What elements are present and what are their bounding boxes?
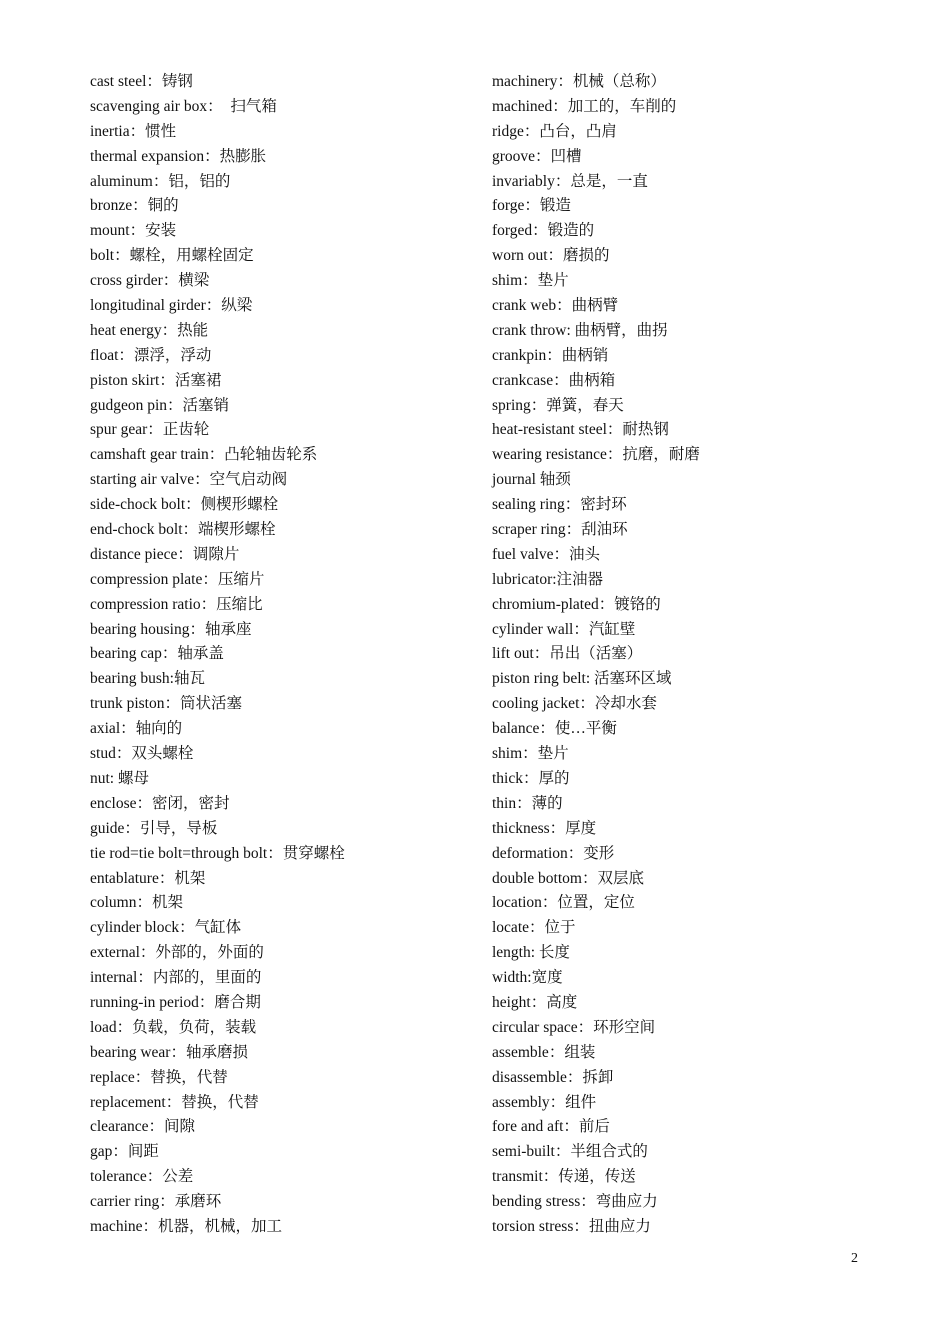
glossary-entry: stud：双头螺栓 bbox=[90, 745, 194, 763]
glossary-entry: replace：替换，代替 bbox=[90, 1068, 228, 1086]
glossary-entry: aluminum：铝，铝的 bbox=[90, 172, 231, 190]
glossary-entry: machine：机器，机械，加工 bbox=[90, 1217, 283, 1235]
glossary-entry: tie rod=tie bolt=through bolt：贯穿螺栓 bbox=[90, 844, 345, 862]
glossary-entry: bearing cap：轴承盖 bbox=[90, 645, 224, 663]
glossary-entry: forge：锻造 bbox=[492, 197, 571, 215]
glossary-entry: heat-resistant steel：耐热钢 bbox=[492, 421, 669, 439]
glossary-entry: journal 轴颈 bbox=[492, 471, 571, 489]
glossary-entry: spur gear：正齿轮 bbox=[90, 421, 210, 439]
glossary-entry: camshaft gear train：凸轮轴齿轮系 bbox=[90, 446, 318, 464]
glossary-entry: mount：安装 bbox=[90, 222, 177, 240]
glossary-entry: inertia：惯性 bbox=[90, 122, 177, 140]
glossary-entry: cooling jacket：冷却水套 bbox=[492, 695, 657, 713]
glossary-entry: longitudinal girder：纵梁 bbox=[90, 297, 253, 315]
glossary-entry: semi-built：半组合式的 bbox=[492, 1143, 648, 1161]
glossary-entry: lubricator:注油器 bbox=[492, 570, 604, 588]
glossary-entry: external：外部的，外面的 bbox=[90, 944, 264, 962]
glossary-entry: shim：垫片 bbox=[492, 272, 569, 290]
glossary-entry: location：位置，定位 bbox=[492, 894, 635, 912]
glossary-entry: trunk piston：筒状活塞 bbox=[90, 695, 242, 713]
glossary-entry: fore and aft：前后 bbox=[492, 1118, 610, 1136]
glossary-entry: starting air valve：空气启动阀 bbox=[90, 471, 288, 489]
glossary-entry: height：高度 bbox=[492, 993, 578, 1011]
glossary-entry: bearing housing：轴承座 bbox=[90, 620, 252, 638]
glossary-entry: scavenging air box： 扫气箱 bbox=[90, 97, 277, 115]
glossary-left-column bbox=[90, 70, 480, 1240]
glossary-entry: width:宽度 bbox=[492, 969, 563, 987]
glossary-entry: wearing resistance：抗磨，耐磨 bbox=[492, 446, 700, 464]
glossary-entry: clearance：间隙 bbox=[90, 1118, 195, 1136]
glossary-entry: assemble：组装 bbox=[492, 1043, 596, 1061]
glossary-entry: cylinder wall：汽缸壁 bbox=[492, 620, 636, 638]
glossary-entry: load：负载，负荷，装载 bbox=[90, 1018, 257, 1036]
glossary-entry: running-in period：磨合期 bbox=[90, 993, 261, 1011]
glossary-entry: crank throw: 曲柄臂，曲拐 bbox=[492, 321, 668, 339]
glossary-entry: ridge：凸台，凸肩 bbox=[492, 122, 617, 140]
glossary-entry: cast steel：铸钢 bbox=[90, 73, 193, 90]
glossary-entry: column：机架 bbox=[90, 894, 183, 912]
glossary-entry: forged：锻造的 bbox=[492, 222, 595, 240]
glossary-entry: locate：位于 bbox=[492, 919, 576, 937]
glossary-entry: balance：使…平衡 bbox=[492, 720, 617, 738]
glossary-entry: invariably：总是，一直 bbox=[492, 172, 648, 190]
glossary-entry: thickness：厚度 bbox=[492, 819, 597, 837]
glossary-entry: internal：内部的，里面的 bbox=[90, 969, 262, 987]
glossary-entry: piston ring belt: 活塞环区域 bbox=[492, 670, 672, 688]
glossary-entry: nut: 螺母 bbox=[90, 769, 149, 787]
glossary-entry: chromium-plated：镀铬的 bbox=[492, 595, 661, 613]
glossary-entry: guide：引导，导板 bbox=[90, 819, 218, 837]
glossary-entry: thick：厚的 bbox=[492, 769, 570, 787]
glossary-entry: axial：轴向的 bbox=[90, 720, 183, 738]
glossary-entry: scraper ring：刮油环 bbox=[492, 521, 628, 539]
glossary-entry: carrier ring：承磨环 bbox=[90, 1193, 222, 1211]
glossary-entry: circular space：环形空间 bbox=[492, 1018, 656, 1036]
glossary-entry: bolt：螺栓，用螺栓固定 bbox=[90, 247, 254, 265]
page-number: 2 bbox=[851, 1251, 858, 1266]
glossary-entry: thermal expansion：热膨胀 bbox=[90, 147, 267, 165]
glossary-entry: shim：垫片 bbox=[492, 745, 569, 763]
glossary-entry: thin：薄的 bbox=[492, 794, 563, 812]
glossary-entry: float：漂浮，浮动 bbox=[90, 346, 212, 364]
glossary-entry: machined：加工的，车削的 bbox=[492, 97, 677, 115]
glossary-entry: distance piece：调隙片 bbox=[90, 545, 240, 563]
glossary-entry: tolerance：公差 bbox=[90, 1168, 194, 1186]
glossary-right-column bbox=[492, 70, 892, 1240]
glossary-entry: torsion stress：扭曲应力 bbox=[492, 1217, 651, 1235]
glossary-entry: gap：间距 bbox=[90, 1143, 159, 1161]
glossary-entry: length: 长度 bbox=[492, 944, 570, 962]
glossary-entry: bronze：铜的 bbox=[90, 197, 179, 215]
glossary-entry: bearing wear：轴承磨损 bbox=[90, 1043, 248, 1061]
glossary-entry: deformation：变形 bbox=[492, 844, 615, 862]
glossary-entry: cross girder：横梁 bbox=[90, 272, 210, 290]
glossary-entry: entablature：机架 bbox=[90, 869, 206, 887]
glossary-entry: end-chock bolt：端楔形螺栓 bbox=[90, 521, 276, 539]
glossary-entry: bending stress：弯曲应力 bbox=[492, 1193, 658, 1211]
glossary-entry: heat energy：热能 bbox=[90, 321, 209, 339]
glossary-entry: crank web：曲柄臂 bbox=[492, 297, 619, 315]
glossary-entry: fuel valve：油头 bbox=[492, 545, 601, 563]
glossary-entry: cylinder block：气缸体 bbox=[90, 919, 242, 937]
glossary-entry: disassemble：拆卸 bbox=[492, 1068, 614, 1086]
glossary-entry: groove：凹槽 bbox=[492, 147, 582, 165]
glossary-entry: crankcase：曲柄箱 bbox=[492, 371, 616, 389]
glossary-entry: crankpin：曲柄销 bbox=[492, 346, 609, 364]
glossary-entry: replacement：替换，代替 bbox=[90, 1093, 259, 1111]
glossary-entry: lift out：吊出（活塞） bbox=[492, 645, 643, 663]
glossary-entry: compression plate：压缩片 bbox=[90, 570, 265, 588]
glossary-entry: gudgeon pin：活塞销 bbox=[90, 396, 230, 414]
glossary-entry: sealing ring：密封环 bbox=[492, 496, 627, 514]
glossary-entry: machinery：机械（总称） bbox=[492, 73, 666, 90]
glossary-entry: worn out：磨损的 bbox=[492, 247, 610, 265]
glossary-entry: transmit：传递，传送 bbox=[492, 1168, 636, 1186]
glossary-entry: double bottom：双层底 bbox=[492, 869, 644, 887]
glossary-entry: spring：弹簧，春天 bbox=[492, 396, 624, 414]
glossary-entry: assembly：组件 bbox=[492, 1093, 597, 1111]
glossary-entry: bearing bush:轴瓦 bbox=[90, 670, 205, 688]
glossary-entry: enclose：密闭，密封 bbox=[90, 794, 230, 812]
glossary-entry: side-chock bolt：侧楔形螺栓 bbox=[90, 496, 279, 514]
glossary-entry: piston skirt：活塞裙 bbox=[90, 371, 222, 389]
glossary-entry: compression ratio：压缩比 bbox=[90, 595, 263, 613]
